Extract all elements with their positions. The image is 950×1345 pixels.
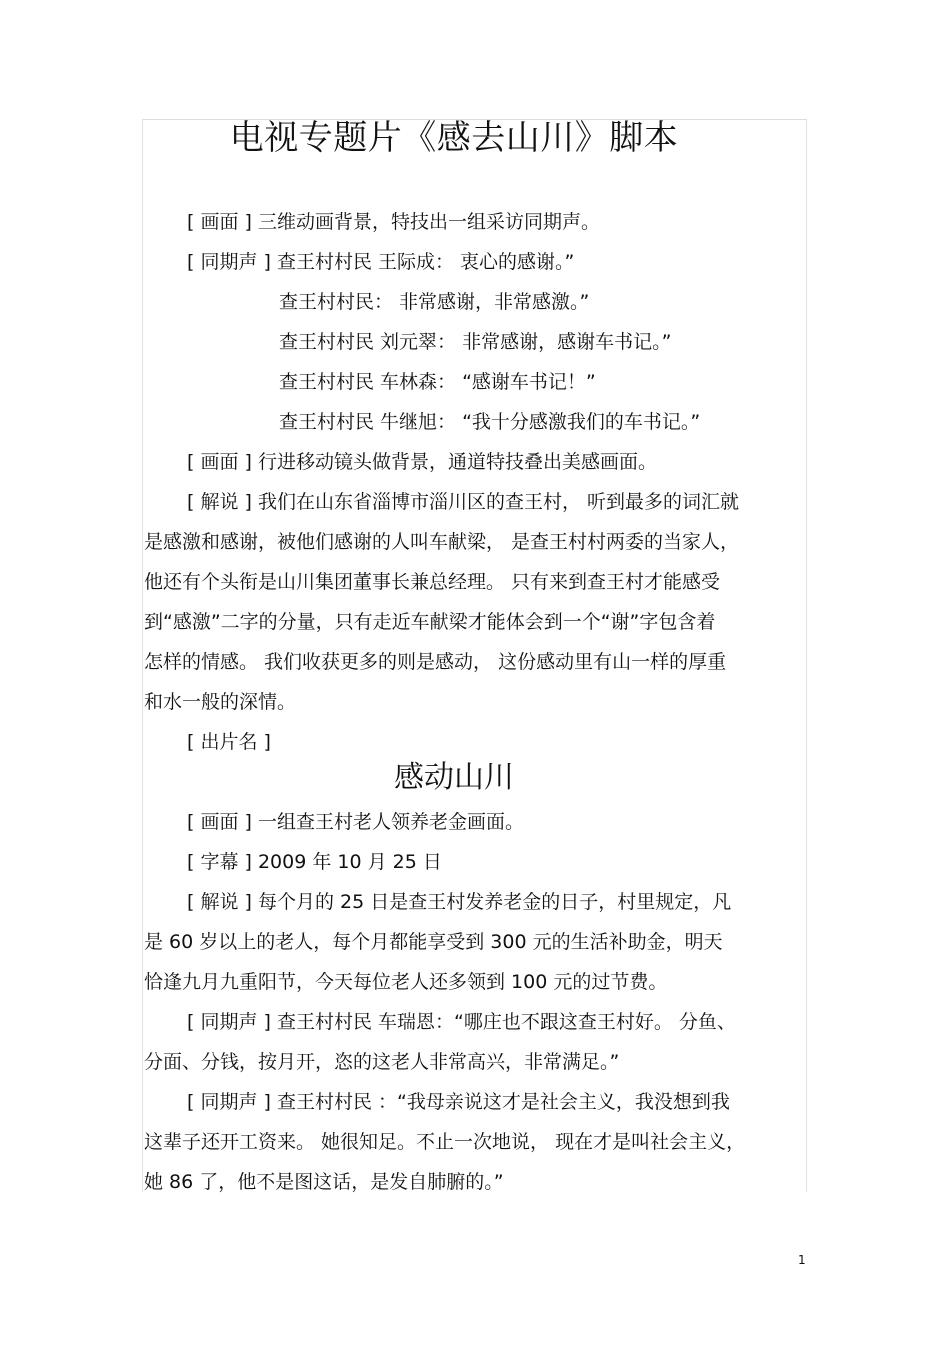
script-line-21: 分面、分钱，按月开，恣的这老人非常高兴，非常满足。” bbox=[144, 1051, 620, 1073]
script-line-1: [ 画面 ] 三维动画背景，特技出一组采访同期声。 bbox=[187, 211, 600, 233]
script-line-4: 查王村村民 刘元翠： 非常感谢，感谢车书记。” bbox=[279, 331, 672, 353]
script-line-22: [ 同期声 ] 查王村村民 ：“我母亲说这才是社会主义，我没想到我 bbox=[187, 1091, 730, 1113]
script-line-20: [ 同期声 ] 查王村村民 车瑞恩：“哪庄也不跟这查王村好。 分鱼、 bbox=[187, 1011, 736, 1033]
script-line-13: 和水一般的深情。 bbox=[144, 691, 297, 713]
script-line-24: 她 86 了，他不是图这话，是发自肺腑的。” bbox=[144, 1171, 504, 1193]
film-title: 感动山川 bbox=[394, 760, 514, 795]
script-line-15: [ 画面 ] 一组查王村老人领养老金画面。 bbox=[187, 811, 524, 833]
script-line-5: 查王村村民 车林森： “感谢车书记！” bbox=[279, 371, 596, 393]
script-line-2: [ 同期声 ] 查王村村民 王际成： 衷心的感谢。” bbox=[187, 251, 575, 273]
script-line-12: 怎样的情感。 我们收获更多的则是感动， 这份感动里有山一样的厚重 bbox=[144, 651, 727, 673]
script-line-10: 他还有个头衔是山川集团董事长兼总经理。 只有来到查王村才能感受 bbox=[144, 571, 721, 593]
script-line-6: 查王村村民 牛继旭： “我十分感激我们的车书记。” bbox=[279, 411, 701, 433]
script-line-11: 到“感激”二字的分量，只有走近车献梁才能体会到一个“谢”字包含着 bbox=[144, 611, 716, 633]
script-line-8: [ 解说 ] 我们在山东省淄博市淄川区的查王村， 听到最多的词汇就 bbox=[187, 491, 739, 513]
script-line-17: [ 解说 ] 每个月的 25 日是查王村发养老金的日子，村里规定，凡 bbox=[187, 891, 732, 913]
script-line-16: [ 字幕 ] 2009 年 10 月 25 日 bbox=[187, 851, 442, 873]
script-line-7: [ 画面 ] 行进移动镜头做背景，通道特技叠出美感画面。 bbox=[187, 451, 657, 473]
script-line-14: [ 出片名 ] bbox=[187, 731, 271, 753]
script-line-23: 这辈子还开工资来。 她很知足。不止一次地说， 现在才是叫社会主义， bbox=[144, 1131, 746, 1153]
script-line-9: 是感激和感谢，被他们感谢的人叫车献梁， 是查王村村两委的当家人， bbox=[144, 531, 740, 553]
document-title: 电视专题片《感去山川》脚本 bbox=[229, 118, 679, 158]
script-line-18: 是 60 岁以上的老人，每个月都能享受到 300 元的生活补助金，明天 bbox=[144, 931, 723, 953]
script-line-3: 查王村村民： 非常感谢，非常感激。” bbox=[279, 291, 590, 313]
page-number: 1 bbox=[798, 1253, 806, 1267]
script-line-19: 恰逢九月九重阳节，今天每位老人还多领到 100 元的过节费。 bbox=[144, 971, 668, 993]
